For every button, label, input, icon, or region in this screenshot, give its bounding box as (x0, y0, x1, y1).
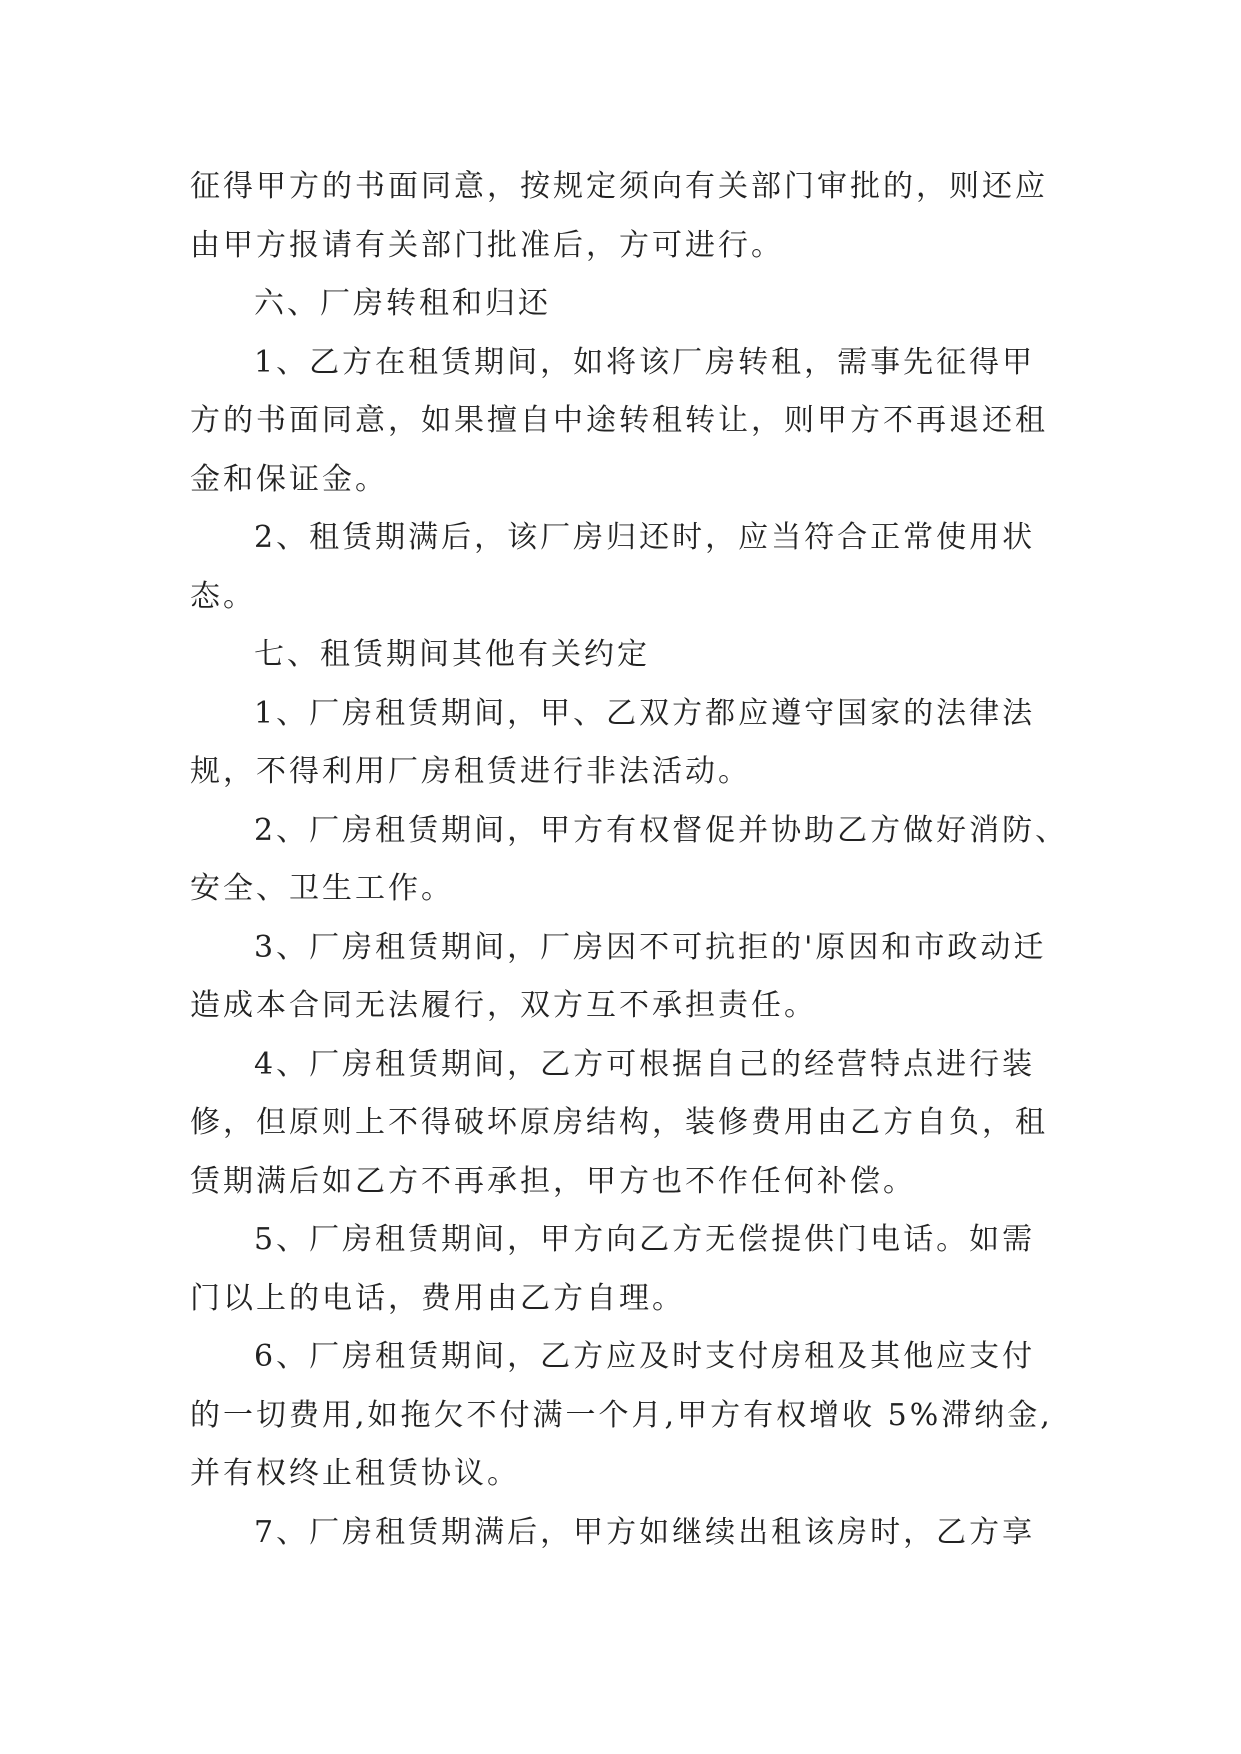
text-line: 征得甲方的书面同意，按规定须向有关部门审批的，则还应 (190, 169, 1048, 204)
text-line: 规，不得利用厂房租赁进行非法活动。 (190, 754, 751, 789)
text-line: 6、厂房租赁期间，乙方应及时支付房租及其他应支付 (254, 1339, 1036, 1374)
document-body (190, 158, 1070, 1562)
section-heading: 六、厂房转租和归还 (254, 286, 551, 321)
text-line: 并有权终止租赁协议。 (190, 1456, 520, 1491)
text-line: 3、厂房租赁期间，厂房因不可抗拒的'原因和市政动迁 (254, 929, 1047, 965)
text-line: 1、乙方在租赁期间，如将该厂房转租，需事先征得甲 (254, 344, 1036, 380)
text-line: 态。 (190, 578, 256, 614)
text-line: 方的书面同意，如果擅自中途转租转让，则甲方不再退还租 (190, 403, 1048, 438)
text-line: 7、厂房租赁期满后，甲方如继续出租该房时，乙方享 (254, 1514, 1036, 1550)
text-line: 1、厂房租赁期间，甲、乙双方都应遵守国家的法律法 (254, 695, 1036, 731)
text-line: 安全、卫生工作。 (190, 871, 454, 906)
text-line: 造成本合同无法履行，双方互不承担责任。 (190, 988, 817, 1023)
text-line: 赁期满后如乙方不再承担，甲方也不作任何补偿。 (190, 1163, 916, 1199)
text-line: 门以上的电话，费用由乙方自理。 (190, 1280, 685, 1316)
text-line: 4、厂房租赁期间，乙方可根据自己的经营特点进行装 (254, 1046, 1036, 1082)
text-line: 金和保证金。 (190, 461, 388, 497)
text-line: 修，但原则上不得破坏原房结构，装修费用由乙方自负，租 (190, 1105, 1048, 1140)
text-line: 2、厂房租赁期间，甲方有权督促并协助乙方做好消防、 (254, 812, 1069, 848)
section-heading: 七、租赁期间其他有关约定 (254, 637, 650, 672)
text-line: 由甲方报请有关部门批准后，方可进行。 (190, 227, 784, 263)
text-line: 2、租赁期满后，该厂房归还时，应当符合正常使用状 (254, 520, 1036, 555)
text-line: 5、厂房租赁期间，甲方向乙方无偿提供门电话。如需 (254, 1222, 1036, 1257)
text-line: 的一切费用,如拖欠不付满一个月,甲方有权增收 5%滞纳金, (190, 1397, 1053, 1433)
